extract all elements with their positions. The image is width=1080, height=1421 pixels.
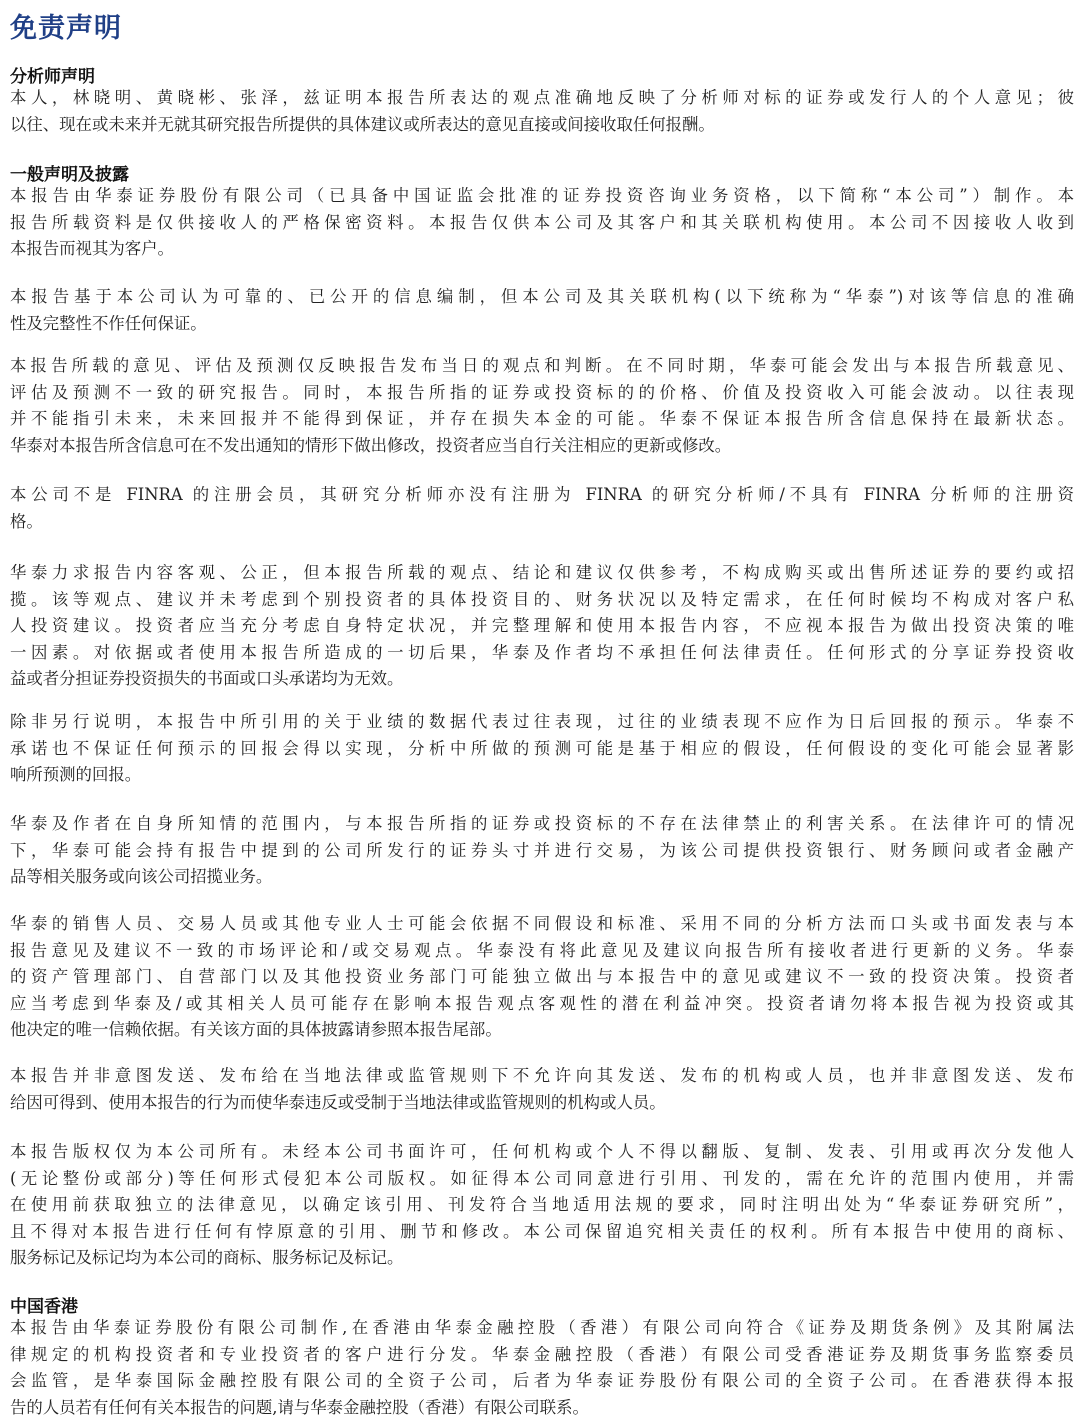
text-line: 除非另行说明，本报告中所引用的关于业绩的数据代表过往表现，过往的业绩表现不应作为日后回报的预示。华泰不 bbox=[10, 709, 1074, 736]
text-line: 华泰的销售人员、交易人员或其他专业人士可能会依据不同假设和标准、采用不同的分析方法而口头或书面发表与本 bbox=[10, 911, 1074, 938]
text-line: 并不能指引未来，未来回报并不能得到保证，并存在损失本金的可能。华泰不保证本报告所含信息保持在最新状态。 bbox=[10, 406, 1074, 433]
text-line: 揽。该等观点、建议并未考虑到个别投资者的具体投资目的、财务状况以及特定需求，在任何时候均不构成对客户私 bbox=[10, 587, 1074, 614]
paragraph-copyright bbox=[10, 1139, 1074, 1272]
paragraph-finra bbox=[10, 482, 1074, 535]
text-line: 给因可得到、使用本报告的行为而使华泰违反或受制于当地法律或监管规则的机构或人员。 bbox=[10, 1090, 1074, 1117]
text-line: 华泰及作者在自身所知情的范围内，与本报告所指的证券或投资标的不存在法律禁止的利害关系。在法律许可的情况 bbox=[10, 811, 1074, 838]
text-line: 响所预测的回报。 bbox=[10, 762, 1074, 789]
paragraph-analyst-statement bbox=[10, 85, 1074, 138]
text-line: 性及完整性不作任何保证。 bbox=[10, 311, 1074, 338]
text-line: 在使用前获取独立的法律意见，以确定该引用、刊发符合当地适用法规的要求，同时注明出处为“华泰证券研究所”， bbox=[10, 1192, 1074, 1219]
section-heading-general-disclosure: 一般声明及披露 bbox=[10, 160, 129, 185]
text-line: 以往、现在或未来并无就其研究报告所提供的具体建议或所表达的意见直接或间接收取任何报酬。 bbox=[10, 112, 1074, 139]
text-line: 评估及预测不一致的研究报告。同时，本报告所指的证券或投资标的的价格、价值及投资收入可能会波动。以往表现 bbox=[10, 380, 1074, 407]
text-line: 且不得对本报告进行任何有悖原意的引用、删节和修改。本公司保留追究相关责任的权利。所有本报告中使用的商标、 bbox=[10, 1219, 1074, 1246]
text-line: 品等相关服务或向该公司招揽业务。 bbox=[10, 864, 1074, 891]
text-line: 服务标记及标记均为本公司的商标、服务标记及标记。 bbox=[10, 1245, 1074, 1272]
text-line: (无论整份或部分)等任何形式侵犯本公司版权。如征得本公司同意进行引用、刊发的，需在允许的范围内使用，并需 bbox=[10, 1166, 1074, 1193]
text-line: 格。 bbox=[10, 509, 1074, 536]
text-line: 下，华泰可能会持有报告中提到的公司所发行的证券头寸并进行交易，为该公司提供投资银行、财务顾问或者金融产 bbox=[10, 838, 1074, 865]
text-line: 的资产管理部门、自营部门以及其他投资业务部门可能独立做出与本报告中的意见或建议不一致的投资决策。投资者 bbox=[10, 964, 1074, 991]
paragraph-company-production bbox=[10, 183, 1074, 263]
paragraph-hong-kong bbox=[10, 1315, 1074, 1421]
paragraph-sales-personnel bbox=[10, 911, 1074, 1044]
paragraph-information-reliability bbox=[10, 284, 1074, 337]
paragraph-objectivity bbox=[10, 560, 1074, 693]
text-line: 本报告版权仅为本公司所有。未经本公司书面许可，任何机构或个人不得以翻版、复制、发表、引用或再次分发他人 bbox=[10, 1139, 1074, 1166]
text-line: 应当考虑到华泰及/或其相关人员可能存在影响本报告观点客观性的潜在利益冲突。投资者请勿将本报告视为投资或其 bbox=[10, 991, 1074, 1018]
text-line: 本报告所载的意见、评估及预测仅反映报告发布当日的观点和判断。在不同时期，华泰可能会发出与本报告所载意见、 bbox=[10, 353, 1074, 380]
text-line: 报告意见及建议不一致的市场评论和/或交易观点。华泰没有将此意见及建议向报告所有接收者进行更新的义务。华泰 bbox=[10, 938, 1074, 965]
paragraph-distribution-restriction bbox=[10, 1063, 1074, 1116]
text-line: 本报告而视其为客户。 bbox=[10, 236, 1074, 263]
text-line: 他决定的唯一信赖依据。有关该方面的具体披露请参照本报告尾部。 bbox=[10, 1017, 1074, 1044]
text-line: 本报告由华泰证券股份有限公司制作,在香港由华泰金融控股（香港）有限公司向符合《证券及期货条例》及其附属法 bbox=[10, 1315, 1074, 1342]
text-line: 本报告由华泰证券股份有限公司（已具备中国证监会批准的证券投资咨询业务资格，以下简称“本公司”）制作。本 bbox=[10, 183, 1074, 210]
paragraph-past-performance bbox=[10, 709, 1074, 789]
text-line: 本公司不是 FINRA 的注册会员，其研究分析师亦没有注册为 FINRA 的研究分析师/不具有 FINRA 分析师的注册资 bbox=[10, 482, 1074, 509]
text-line: 华泰力求报告内容客观、公正，但本报告所载的观点、结论和建议仅供参考，不构成购买或出售所述证券的要约或招 bbox=[10, 560, 1074, 587]
paragraph-conflict-of-interest bbox=[10, 811, 1074, 891]
section-heading-analyst-statement: 分析师声明 bbox=[10, 62, 95, 87]
text-line: 律规定的机构投资者和专业投资者的客户进行分发。华泰金融控股（香港）有限公司受香港证券及期货事务监察委员 bbox=[10, 1342, 1074, 1369]
text-line: 报告所载资料是仅供接收人的严格保密资料。本报告仅供本公司及其客户和其关联机构使用。本公司不因接收人收到 bbox=[10, 210, 1074, 237]
text-line: 会监管，是华泰国际金融控股有限公司的全资子公司，后者为华泰证券股份有限公司的全资子公司。在香港获得本报 bbox=[10, 1368, 1074, 1395]
text-line: 承诺也不保证任何预示的回报会得以实现，分析中所做的预测可能是基于相应的假设，任何假设的变化可能会显著影 bbox=[10, 736, 1074, 763]
page-title: 免责声明 bbox=[10, 6, 122, 45]
text-line: 告的人员若有任何有关本报告的问题,请与华泰金融控股（香港）有限公司联系。 bbox=[10, 1395, 1074, 1421]
text-line: 本报告基于本公司认为可靠的、已公开的信息编制，但本公司及其关联机构(以下统称为“华泰”)对该等信息的准确 bbox=[10, 284, 1074, 311]
text-line: 益或者分担证券投资损失的书面或口头承诺均为无效。 bbox=[10, 666, 1074, 693]
text-line: 华泰对本报告所含信息可在不发出通知的情形下做出修改，投资者应当自行关注相应的更新或修改。 bbox=[10, 433, 1074, 460]
section-heading-hong-kong: 中国香港 bbox=[10, 1292, 78, 1317]
text-line: 本报告并非意图发送、发布给在当地法律或监管规则下不允许向其发送、发布的机构或人员，也并非意图发送、发布 bbox=[10, 1063, 1074, 1090]
text-line: 人投资建议。投资者应当充分考虑自身特定状况，并完整理解和使用本报告内容，不应视本报告为做出投资决策的唯 bbox=[10, 613, 1074, 640]
text-line: 一因素。对依据或者使用本报告所造成的一切后果，华泰及作者均不承担任何法律责任。任何形式的分享证券投资收 bbox=[10, 640, 1074, 667]
text-line: 本人，林晓明、黄晓彬、张泽，兹证明本报告所表达的观点准确地反映了分析师对标的证券或发行人的个人意见；彼 bbox=[10, 85, 1074, 112]
paragraph-opinions-forecasts bbox=[10, 353, 1074, 459]
